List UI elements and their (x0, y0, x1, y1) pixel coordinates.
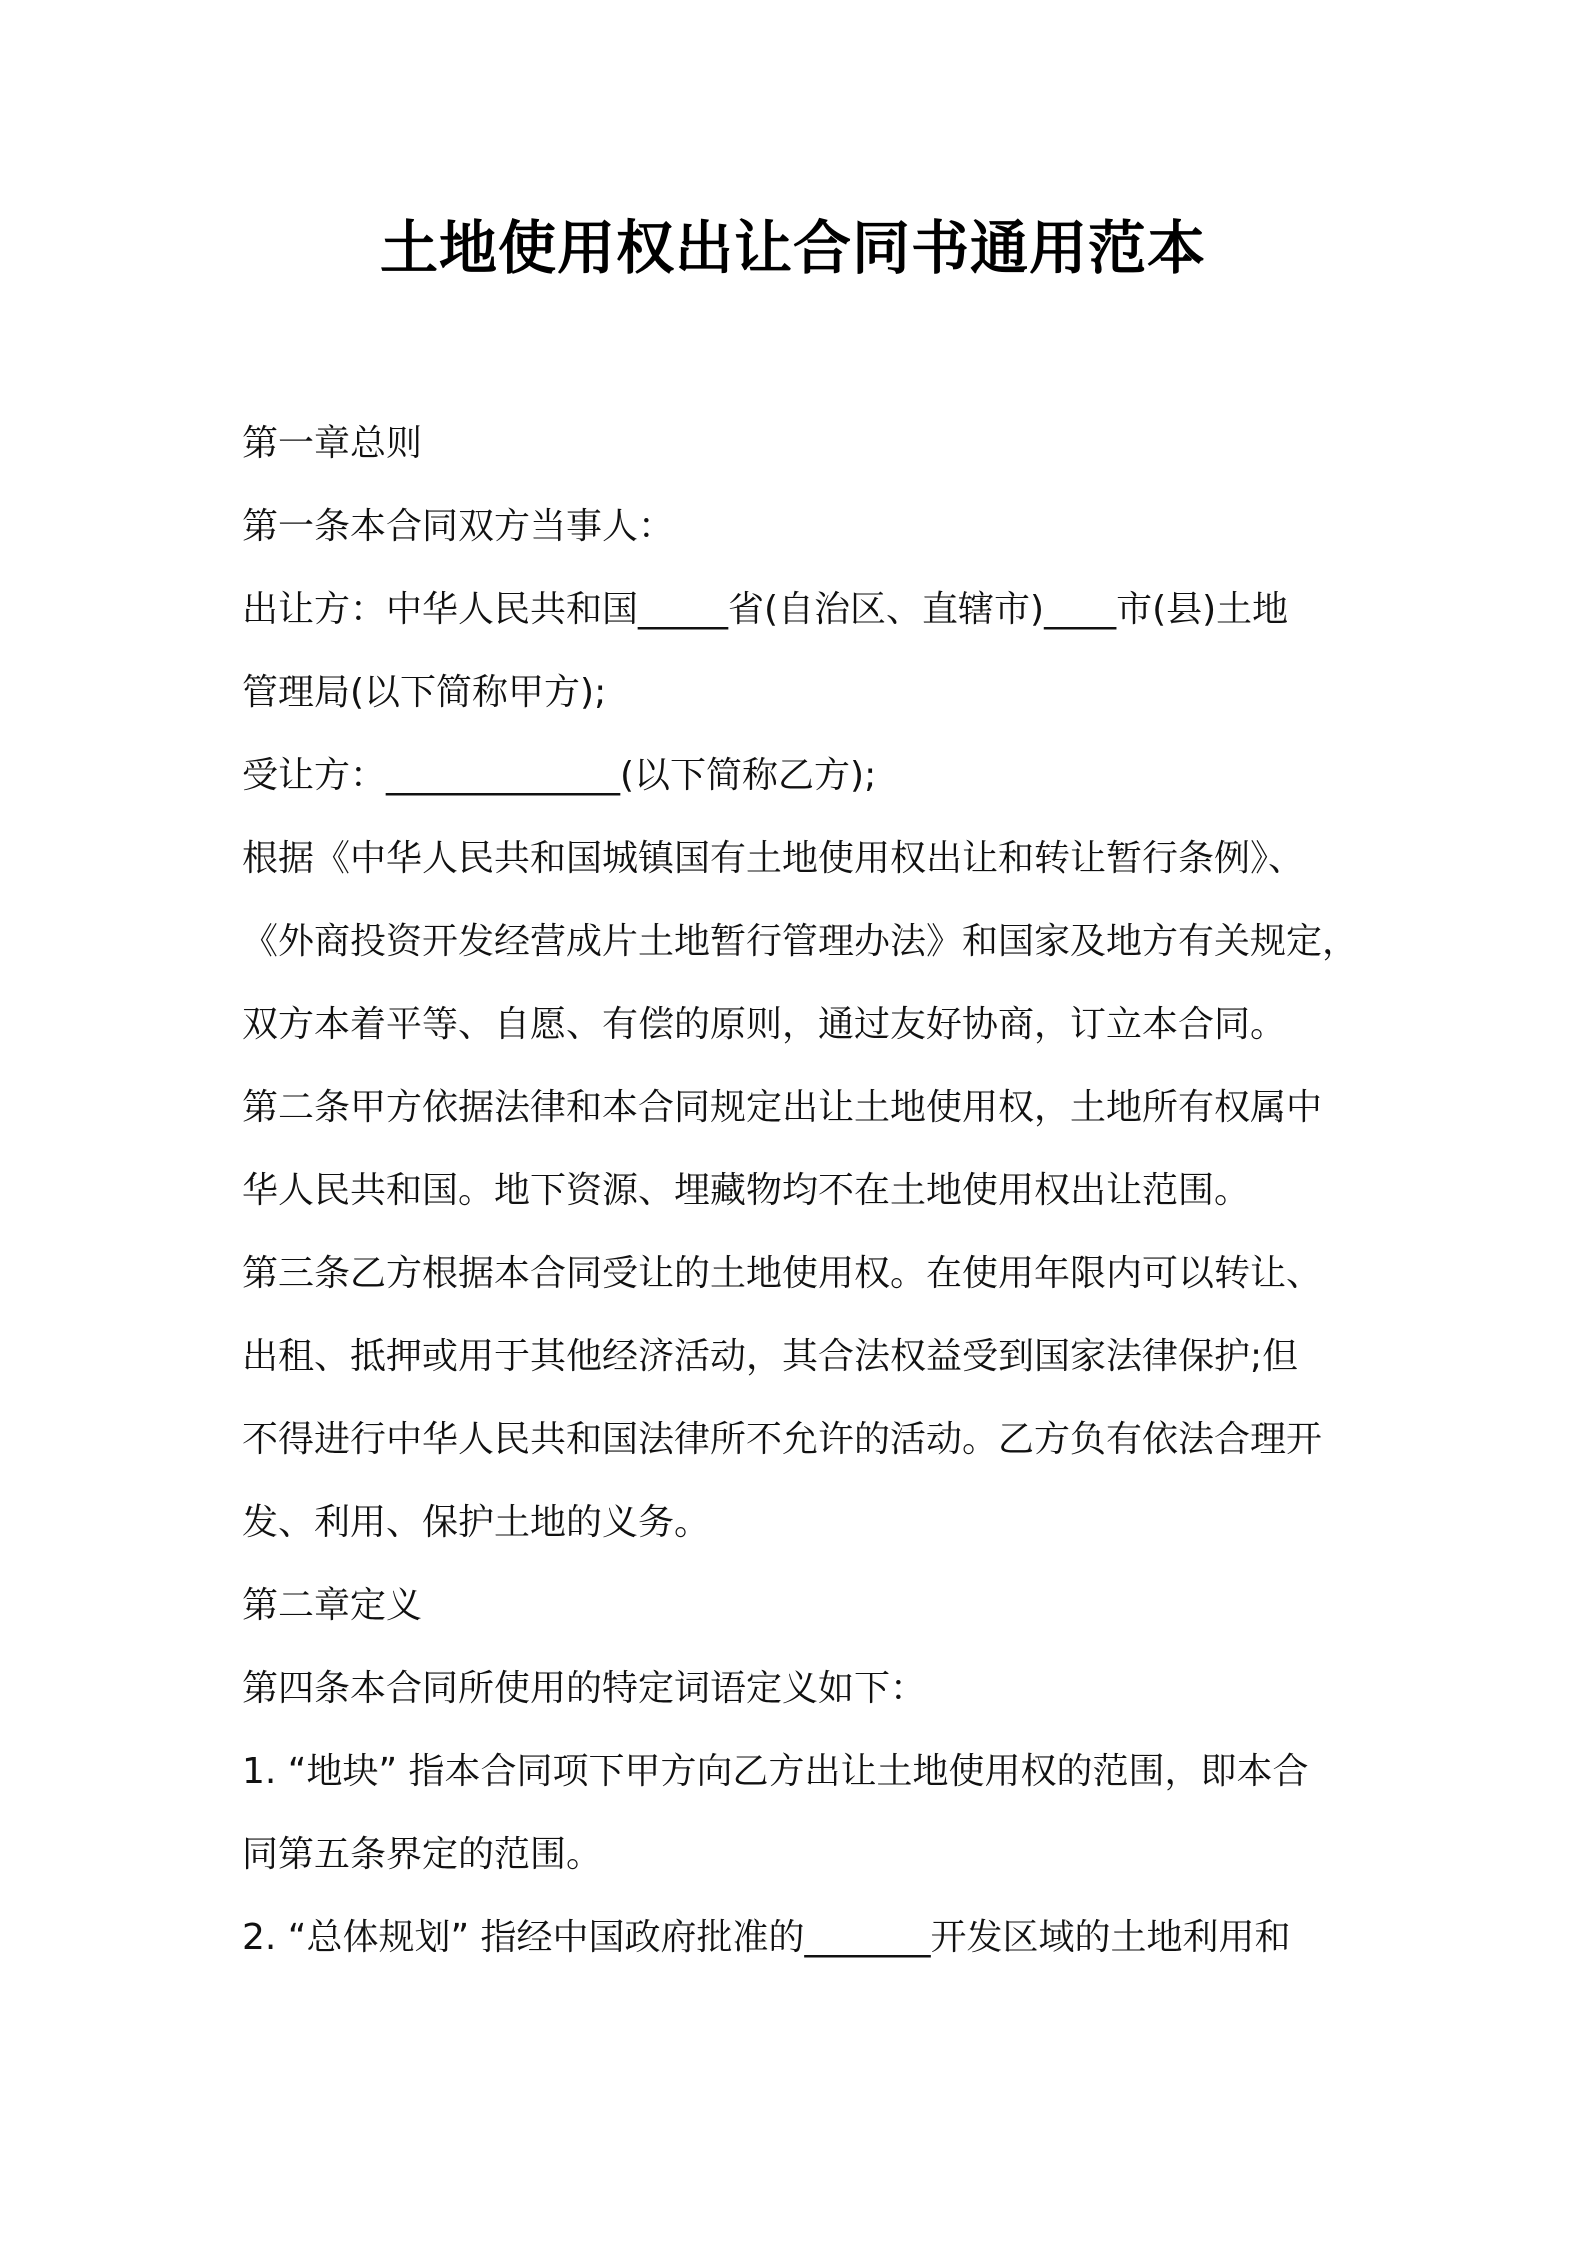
article-line: 华人民共和国。地下资源、埋藏物均不在土地使用权出让范围。 (242, 1170, 1251, 1211)
chapter-heading: 第一章总则 (242, 423, 423, 464)
article-line: 第三条乙方根据本合同受让的土地使用权。在使用年限内可以转让、 (242, 1253, 1323, 1294)
article-line: 管理局(以下简称甲方); (242, 672, 607, 713)
article-line: 不得进行中华人民共和国法律所不允许的活动。乙方负有依法合理开 (242, 1419, 1323, 1460)
chapter-heading: 第二章定义 (242, 1585, 423, 1626)
article-line: 发、利用、保护土地的义务。 (242, 1502, 711, 1543)
article-line: 第二条甲方依据法律和本合同规定出让土地使用权，土地所有权属中 (242, 1087, 1323, 1128)
article-line: 第四条本合同所使用的特定词语定义如下： (242, 1668, 927, 1709)
definition-line: 2. “总体规划” 指经中国政府批准的_______开发区域的土地利用和 (242, 1917, 1291, 1958)
article-line: 受让方：_____________(以下简称乙方); (242, 755, 877, 796)
definition-line: 同第五条界定的范围。 (242, 1834, 603, 1875)
article-line: 出租、抵押或用于其他经济活动，其合法权益受到国家法律保护;但 (242, 1336, 1299, 1377)
article-line: 第一条本合同双方当事人： (242, 506, 675, 547)
article-line: 根据《中华人民共和国城镇国有土地使用权出让和转让暂行条例》、 (242, 838, 1305, 879)
article-line: 双方本着平等、自愿、有偿的原则，通过友好协商，订立本合同。 (242, 1004, 1287, 1045)
definition-line: 1. “地块” 指本合同项下甲方向乙方出让土地使用权的范围，即本合 (242, 1751, 1309, 1792)
article-line: 出让方：中华人民共和国_____省(自治区、直辖市)____市(县)土地 (242, 589, 1289, 630)
document-title: 土地使用权出让合同书通用范本 (379, 214, 1206, 282)
article-line: 《外商投资开发经营成片土地暂行管理办法》和国家及地方有关规定， (242, 921, 1359, 962)
document-body (242, 402, 1367, 1979)
